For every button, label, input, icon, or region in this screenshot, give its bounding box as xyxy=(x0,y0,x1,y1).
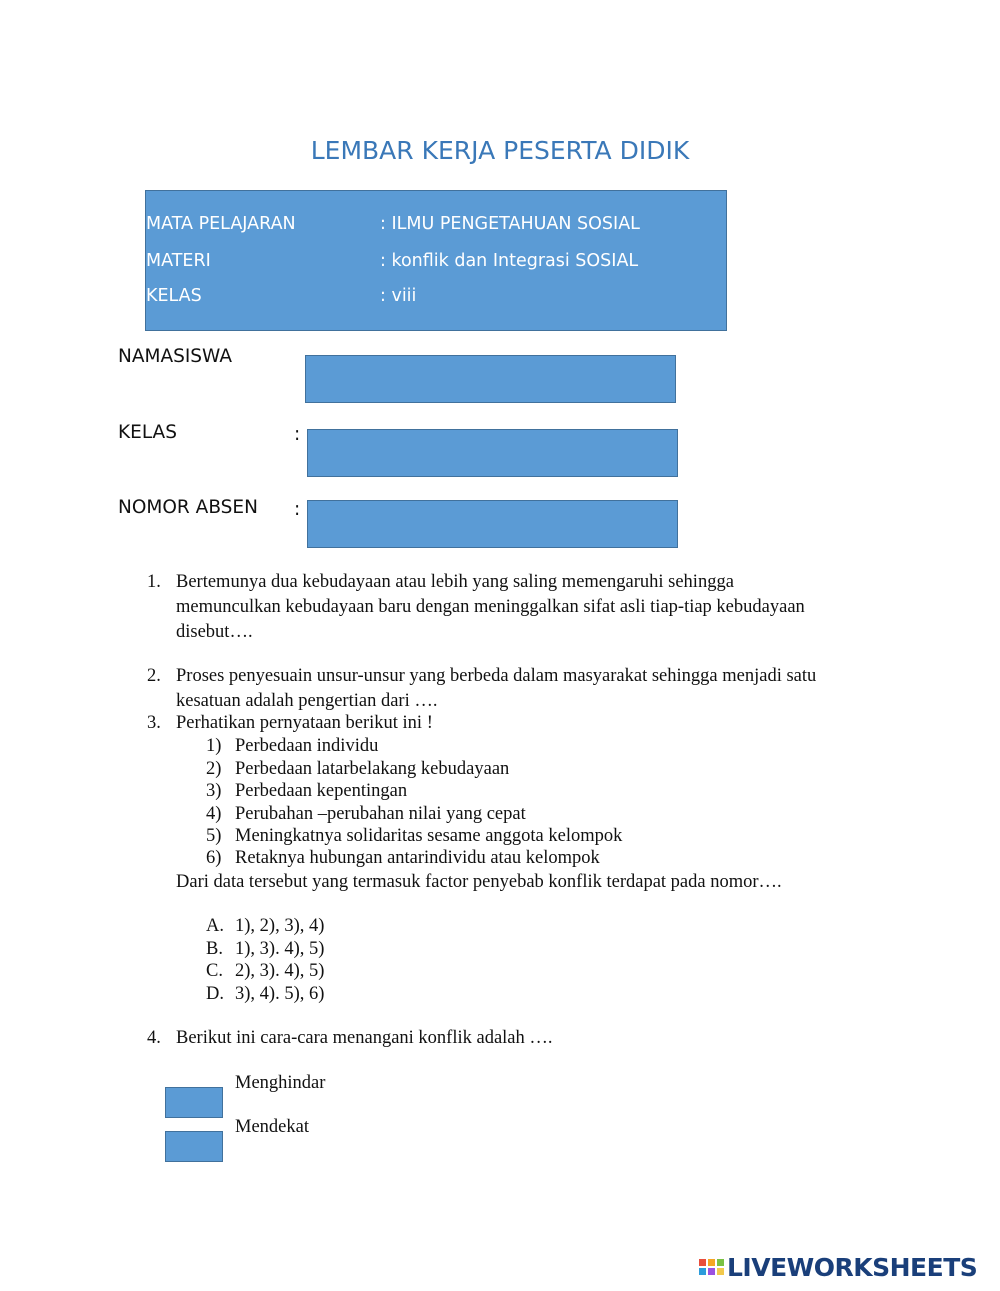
statement-text: Perbedaan kepentingan xyxy=(235,781,408,801)
logo-text: LIVEWORKSHEETS xyxy=(727,1253,978,1282)
question-text-line: kesatuan adalah pengertian dari …. xyxy=(176,691,438,711)
question-number: 4. xyxy=(147,1028,161,1048)
option-text: 1), 2), 3), 4) xyxy=(235,916,325,936)
statement-number: 6) xyxy=(206,848,222,868)
answer-drop-box[interactable] xyxy=(165,1131,223,1162)
statement-number: 3) xyxy=(206,781,222,801)
statement-number: 4) xyxy=(206,804,222,824)
question-text-line: Bertemunya dua kebudayaan atau lebih yang saling memengaruhi sehingga xyxy=(176,572,734,592)
question-prompt: Dari data tersebut yang termasuk factor penyebab konflik terdapat pada nomor…. xyxy=(176,872,782,892)
attendance-number-input[interactable] xyxy=(307,500,678,548)
page-title: LEMBAR KERJA PESERTA DIDIK xyxy=(310,136,690,165)
subject-info-box xyxy=(145,190,727,331)
question-text-line: Berikut ini cara-cara menangani konflik adalah …. xyxy=(176,1028,553,1048)
statement-text: Perbedaan latarbelakang kebudayaan xyxy=(235,759,510,779)
question-text-line: disebut…. xyxy=(176,622,253,642)
option-letter: B. xyxy=(206,939,223,959)
info-value-subject: : ILMU PENGETAHUAN SOSIAL xyxy=(380,214,640,234)
question-number: 3. xyxy=(147,713,161,733)
choice-label-mendekat: Mendekat xyxy=(235,1117,309,1137)
logo-square xyxy=(717,1259,724,1266)
answer-drop-box[interactable] xyxy=(165,1087,223,1118)
option-letter: C. xyxy=(206,961,223,981)
logo-square xyxy=(699,1259,706,1266)
info-label-class: KELAS xyxy=(146,286,202,306)
statement-text: Meningkatnya solidaritas sesame anggota kelompok xyxy=(235,826,623,846)
student-name-input[interactable] xyxy=(305,355,676,403)
option-text: 1), 3). 4), 5) xyxy=(235,939,325,959)
logo-square xyxy=(699,1268,706,1275)
logo-square xyxy=(717,1268,724,1275)
student-class-colon: : xyxy=(294,424,301,445)
statement-number: 2) xyxy=(206,759,222,779)
question-number: 2. xyxy=(147,666,161,686)
statement-text: Perubahan –perubahan nilai yang cepat xyxy=(235,804,526,824)
attendance-number-label: NOMOR ABSEN xyxy=(118,497,258,518)
student-name-label: NAMASISWA xyxy=(118,346,232,367)
question-text-line: memunculkan kebudayaan baru dengan meninggalkan sifat asli tiap-tiap kebudayaan xyxy=(176,597,805,617)
question-text-line: Proses penyesuain unsur-unsur yang berbeda dalam masyarakat sehingga menjadi satu xyxy=(176,666,817,686)
option-text: 2), 3). 4), 5) xyxy=(235,961,325,981)
choice-label-menghindar: Menghindar xyxy=(235,1073,326,1093)
attendance-number-colon: : xyxy=(294,499,301,520)
statement-text: Retaknya hubungan antarindividu atau kelompok xyxy=(235,848,600,868)
question-intro: Perhatikan pernyataan berikut ini ! xyxy=(176,713,433,733)
option-letter: D. xyxy=(206,984,224,1004)
statement-number: 5) xyxy=(206,826,222,846)
logo-square xyxy=(708,1259,715,1266)
option-text: 3), 4). 5), 6) xyxy=(235,984,325,1004)
option-letter: A. xyxy=(206,916,224,936)
student-class-label: KELAS xyxy=(118,422,177,443)
info-label-subject: MATA PELAJARAN xyxy=(146,214,296,234)
question-number: 1. xyxy=(147,572,161,592)
statement-number: 1) xyxy=(206,736,222,756)
info-label-material: MATERI xyxy=(146,251,211,271)
liveworksheets-logo xyxy=(697,1255,993,1285)
info-value-class: : viii xyxy=(380,286,417,306)
student-class-input[interactable] xyxy=(307,429,678,477)
statement-text: Perbedaan individu xyxy=(235,736,379,756)
info-value-material: : konflik dan Integrasi SOSIAL xyxy=(380,251,639,271)
logo-square xyxy=(708,1268,715,1275)
